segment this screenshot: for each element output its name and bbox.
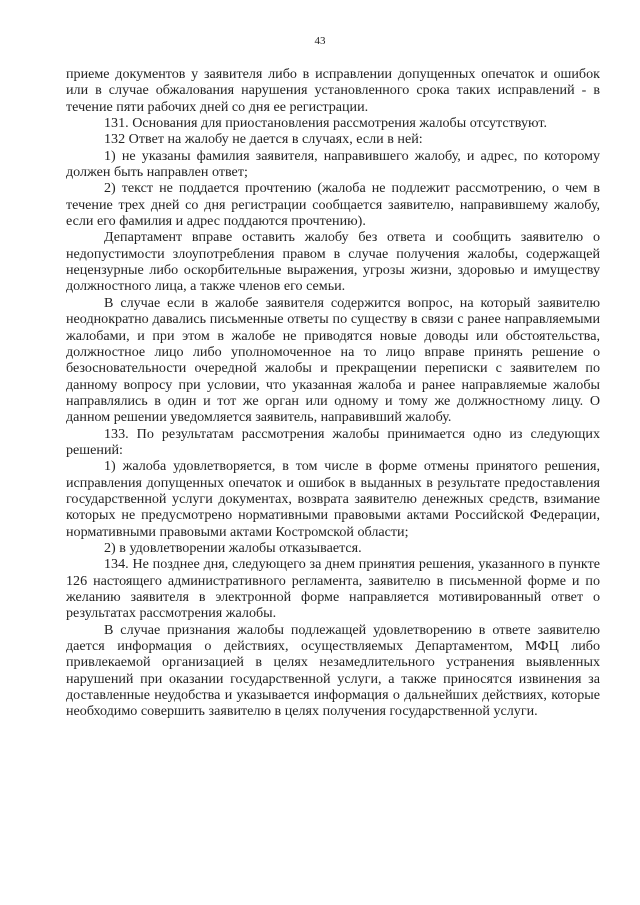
paragraph-133-item-1: 1) жалоба удовлетворяется, в том числе в форме отмены принятого решения, исправления допущенных опечаток и ошибок в выданных в результате предоставления государственной услуги документах, возврата заявителю денежных средств, взимание которых не предусмотрено нормативными правовыми актами Российской Федерации, нормативными правовыми актами Костромской области;: [66, 458, 600, 540]
paragraph-131: 131. Основания для приостановления рассмотрения жалобы отсутствуют.: [104, 115, 547, 132]
paragraph-133-item-2: 2) в удовлетворении жалобы отказывается.: [104, 539, 362, 556]
paragraph-repeated-questions: В случае если в жалобе заявителя содержится вопрос, на который заявителю неоднократно давались письменные ответы по существу в связи с ранее направляемыми жалобами, и при этом в жалобе не приводятся новые доводы или обстоятельства, должностное лицо либо уполномоченное на то лицо вправе принять решение о безосновательности очередной жалобы и прекращении переписки с заявителем по данному вопросу при условии, что указанная жалоба и ранее направляемые жалобы направлялись в один и тот же орган или одному и тому же должностному лицу. О данном решении уведомляется заявитель, направивший жалобу.: [66, 294, 600, 426]
document-body: [66, 66, 600, 720]
paragraph-134: 134. Не позднее дня, следующего за днем принятия решения, указанного в пункте 126 настоящего административного регламента, заявителю в письменной форме и по желанию заявителя в электронной форме направляется мотивированный ответ о результатах рассмотрения жалобы.: [66, 556, 600, 622]
paragraph-132-item-1: 1) не указаны фамилия заявителя, направившего жалобу, и адрес, по которому должен быть направлен ответ;: [66, 147, 600, 181]
page-number: 43: [314, 35, 326, 47]
paragraph-department-right: Департамент вправе оставить жалобу без ответа и сообщить заявителю о недопустимости злоупотребления правом в случае получения жалобы, содержащей нецензурные либо оскорбительные выражения, угрозы жизни, здоровью и имуществу должностного лица, а также членов его семьи.: [66, 229, 600, 295]
paragraph-133: 133. По результатам рассмотрения жалобы принимается одно из следующих решений:: [66, 425, 600, 458]
paragraph-continuation: приеме документов у заявителя либо в исправлении допущенных опечаток и ошибок или в случае обжалования нарушения установленного срока таких исправлений - в течение пяти рабочих дней со дня ее регистрации.: [66, 66, 600, 115]
paragraph-132: 132 Ответ на жалобу не дается в случаях, если в ней:: [104, 131, 423, 148]
paragraph-satisfaction-case: В случае признания жалобы подлежащей удовлетворению в ответе заявителю дается информация о действиях, осуществляемых Департаментом, МФЦ либо привлекаемой организацией в целях незамедлительного устранения выявленных нарушений при оказании государственной услуги, а также приносятся извинения за доставленные неудобства и указывается информация о дальнейших действиях, которые необходимо совершить заявителю в целях получения государственной услуги.: [66, 621, 600, 720]
paragraph-132-item-2: 2) текст не поддается прочтению (жалоба не подлежит рассмотрению, о чем в течение трех дней со дня регистрации сообщается заявителю, направившему жалобу, если его фамилия и адрес поддаются прочтению).: [66, 180, 600, 230]
